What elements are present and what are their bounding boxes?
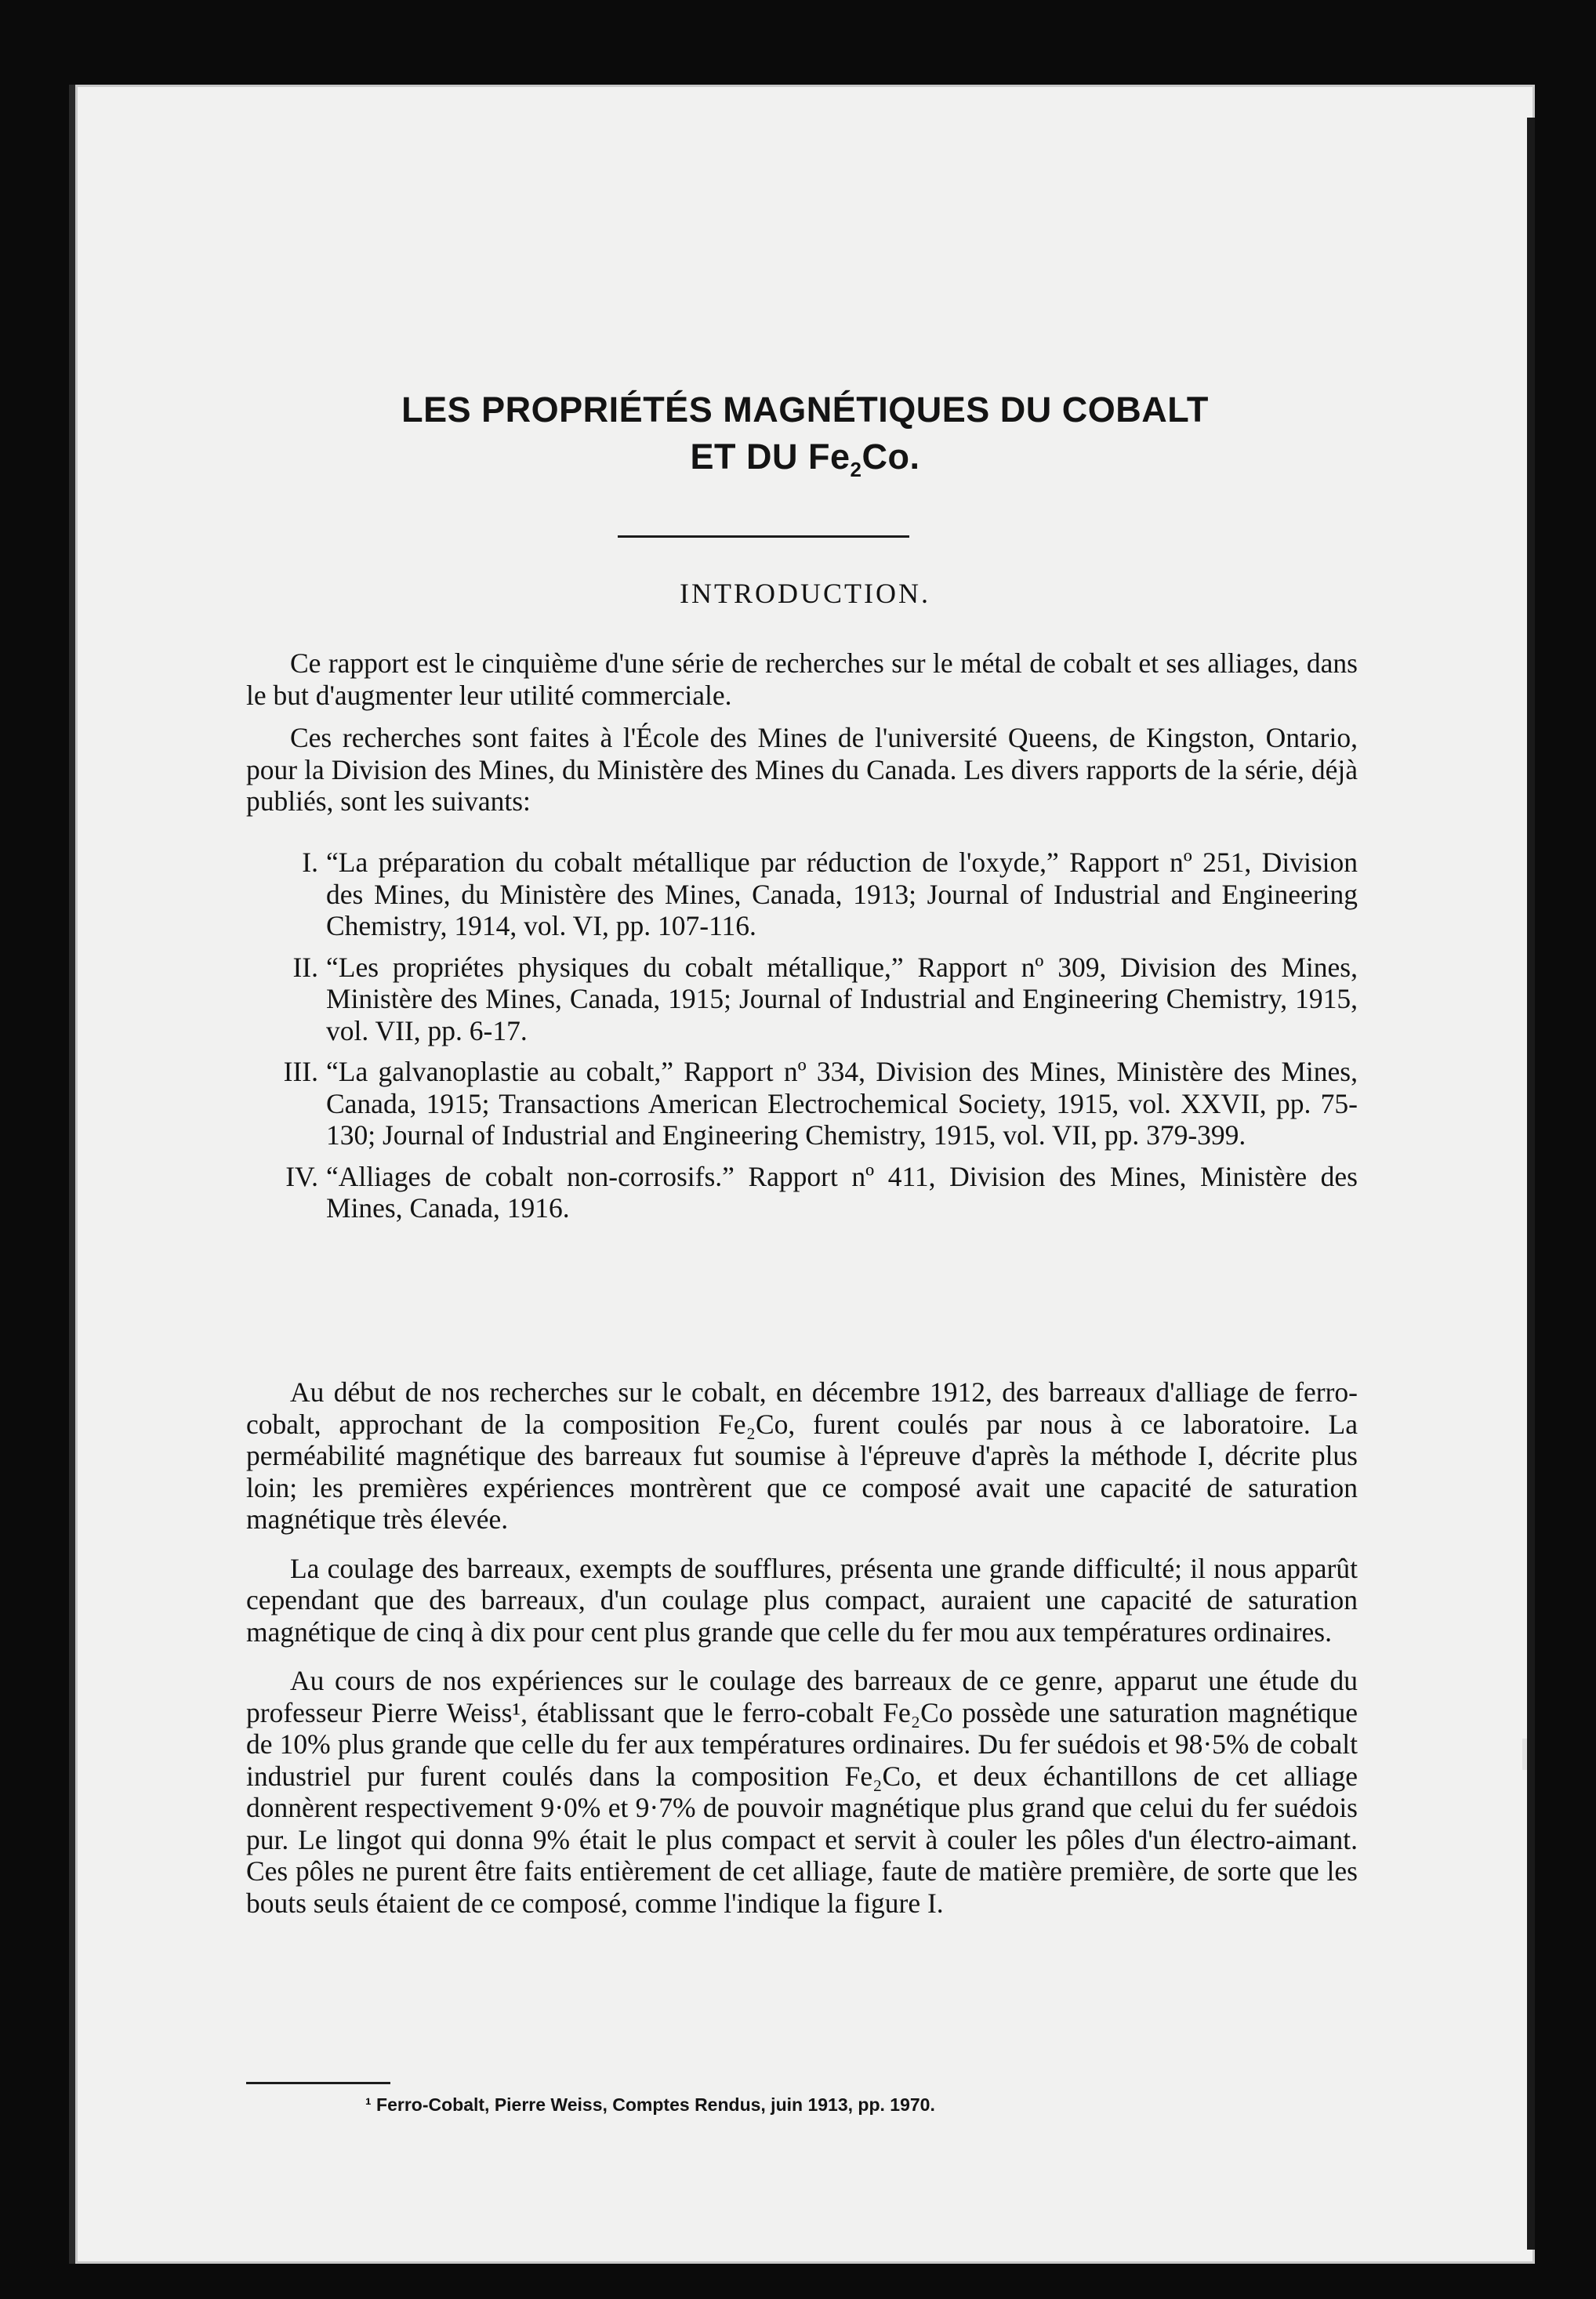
reference-number: III. (283, 1056, 318, 1087)
title-line-2 (75, 433, 1535, 493)
intro-paragraph-1: Ce rapport est le cinquième d'une série de recherches sur le métal de cobalt et ses alliages, dans le but d'augmenter leur utilité commerciale. (246, 647, 1358, 711)
title-line-2-suffix: Co. (861, 437, 920, 477)
page-left-edge (69, 85, 75, 2264)
footnote: ¹ Ferro-Cobalt, Pierre Weiss, Comptes Rendus, juin 1913, pp. 1970. (365, 2094, 935, 2115)
body-paragraph-1: Au début de nos recherches sur le cobalt, en décembre 1912, des barreaux d'alliage de ferro-cobalt, approchant de la composition Fe₂Co, furent coulés par nous à ce laboratoire. La perméabilité magnétique des barreaux fut soumise à l'épreuve d'après la méthode I, décrite plus loin; les premières expériences montrèrent que ce composé avait une capacité de saturation magnétique très élevée. (246, 1376, 1358, 1535)
reference-number: IV. (285, 1160, 318, 1192)
body-paragraph-2: La coulage des barreaux, exempts de soufflures, présenta une grande difficulté; il nous apparût cependant que des barreaux, d'un coulage plus compact, auraient une capacité de saturation magnétique de cinq à dix pour cent plus grande que celle du fer mou aux températures ordinaires. (246, 1552, 1358, 1648)
section-heading: INTRODUCTION. (680, 578, 930, 609)
body-text (246, 1376, 1358, 1919)
title-line-2-prefix: ET DU Fe (690, 437, 851, 477)
reference-number: I. (302, 847, 318, 878)
title-divider (618, 535, 909, 538)
page-content (75, 85, 1535, 2264)
reference-item (246, 952, 1358, 1047)
reference-number: II. (292, 951, 318, 983)
document-title (75, 386, 1535, 493)
title-subscript: 2 (850, 458, 862, 481)
reference-item (246, 1161, 1358, 1224)
body-paragraph-3: Au cours de nos expériences sur le coulage des barreaux de ce genre, apparut une étude du professeur Pierre Weiss¹, établissant que le ferro-cobalt Fe₂Co possède une saturation magnétique de 10% plus grande que celle du fer aux températures ordinaires. Du fer suédois et 98·5% de cobalt industriel pur furent coulés dans la composition Fe₂Co, et deux échantillons de cet alliage donnèrent respectivement 9·0% et 9·7% de pouvoir magnétique plus grand que celui du fer suédois pur. Le lingot qui donna 9% était le plus compact et servit à couler les pôles d'un électro-aimant. Ces pôles ne purent être faits entièrement de cet alliage, faute de matière première, de sorte que les bouts seuls étaient de ce composé, comme l'indique la figure I. (246, 1665, 1358, 1919)
reference-text: “Alliages de cobalt non-corrosifs.” Rapport nº 411, Division des Mines, Ministère des Mines, Canada, 1916. (326, 1160, 1358, 1224)
intro-paragraph-2: Ces recherches sont faites à l'École des Mines de l'université Queens, de Kingston, Ontario, pour la Division des Mines, du Ministère des Mines du Canada. Les divers rapports de la série, déjà publiés, sont les suivants: (246, 722, 1358, 817)
reference-item (246, 1056, 1358, 1151)
reference-text: “La galvanoplastie au cobalt,” Rapport nº 334, Division des Mines, Ministère des Mines, Canada, 1915; Transactions American Electrochemical Society, 1915, vol. XXVII, pp. 75-130; Journal of Industrial and Engineering Chemistry, 1915, vol. VII, pp. 379-399. (326, 1056, 1358, 1151)
page-right-edge (1527, 118, 1535, 2250)
reference-list (246, 847, 1358, 1234)
document-page (75, 85, 1535, 2264)
footnote-divider (246, 2082, 390, 2084)
reference-item (246, 847, 1358, 942)
reference-text: “La préparation du cobalt métallique par réduction de l'oxyde,” Rapport nº 251, Division des Mines, du Ministère des Mines, Canada, 1913; Journal of Industrial and Engineering Chemistry, 1914, vol. VI, pp. 107-116. (326, 847, 1358, 941)
intro-text (246, 647, 1358, 818)
reference-text: “Les propriétes physiques du cobalt métallique,” Rapport nº 309, Division des Mines, Ministère des Mines, Canada, 1915; Journal of Industrial and Engineering Chemistry, 1915, vol. VII, pp. 6-17. (326, 951, 1358, 1046)
title-line-1: LES PROPRIÉTÉS MAGNÉTIQUES DU COBALT (401, 390, 1209, 430)
